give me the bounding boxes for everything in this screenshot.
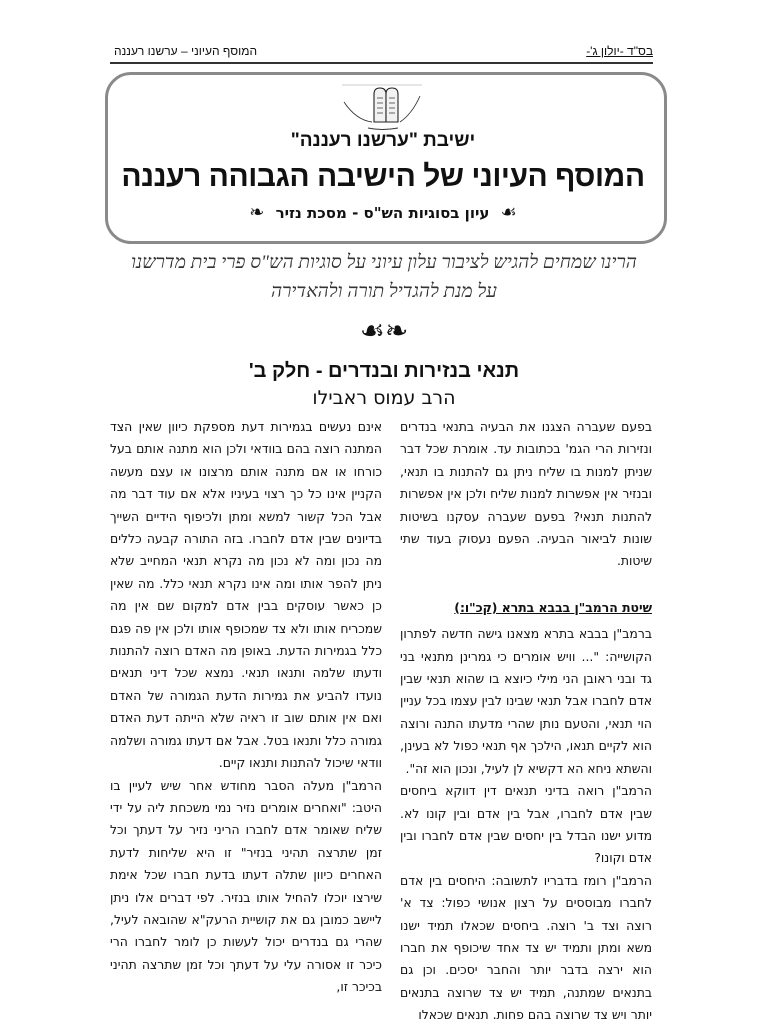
text-column-right <box>400 416 652 1027</box>
paragraph: הרמב"ן רואה בדיני תנאים דין דווקא ביחסים שבין אדם לחברו, אבל בין אדם ובין קונו לא. מדוע ישנו הבדל בין יחסים שבין אדם לחברו ובין אדם וקונו? <box>400 783 652 866</box>
subtitle-separator: - <box>352 204 359 222</box>
paragraph: בפעם שעברה הצגנו את הבעיה בתנאי בנדרים ונזירות הרי הגמ' בכתובות עד. אומרת שכל דבר שניתן למנות בו שליח ניתן גם להתנות בו תנאי, ובנזיר אין אפשרות למנות שליח ולכן אין אפשרות להתנות תנאי? בפעם שעברה עסקנו בשיטות שונות לביאור הבעיה. הפעם נעסוק בעוד שתי שיטות. <box>400 419 652 569</box>
fleuron-icon: ☙ <box>500 202 517 223</box>
text-column-left <box>110 416 382 999</box>
mission-line: הרינו שמחים להגיש לציבור עלון עיוני על סוגיות הש"ס פרי בית מדרשנו <box>131 252 637 273</box>
yeshiva-name: ישיבת "ערשנו רעננה" <box>290 130 476 151</box>
article-title: תנאי בנזירות ובנדרים - חלק ב' <box>248 360 520 382</box>
section-heading: שיטת הרמב"ן בבבא בתרא (קכ"ו:) <box>454 599 652 615</box>
article-author: הרב עמוס ראבילו <box>312 387 456 409</box>
running-header-date: בס"ד -יולון ג'- <box>586 44 653 58</box>
paragraph: הרמב"ן רומז בדבריו לתשובה: היחסים בין אדם לחברו מבוססים על רצון אנושי כפול: צד א' רוצה וצד ב' רוצה. ביחסים שכאלו תמיד ישנו משא ומתן ותמיד יש צד אחד שיכופף את חברו הוא ירצה בדבר יותר והחבר יסכים. וכן גם בתנאים שמתנה, תמיד יש צד שרוצה בתנאים יותר ויש צד שרוצה בהם פחות. תנאים שכאלו <box>400 872 652 1023</box>
running-header <box>110 42 653 64</box>
yeshiva-logo <box>340 84 424 132</box>
subtitle-tractate: מסכת נזיר <box>275 204 347 222</box>
page-title: המוסף העיוני של הישיבה הגבוהה רעננה <box>121 160 645 193</box>
mission-line: על מנת להגדיל תורה ולהאדירה <box>270 281 498 302</box>
ornament-glyph: ☙❧ <box>359 314 409 346</box>
paragraph: אינם נעשים בגמירות דעת מספקת כיוון שאין הצד המתנה רוצה בהם בוודאי ולכן הוא מתנה אותם בעל כורחו או אם מתנה אותם מרצונו או עצם מעשה הקניין אינו כל כך רצוי בעיניו אלא אם עוד דבר מה אבל הכל קשור למשא ומתן ולכיפוף הידיים השייך בדיונים שבין אדם לחברו. בזה התורה קבעה כללים מה נכון ומה לא נכון מה נקרא תנאי המחייב שלא ניתן להפר אותו ומה אינו נקרא תנאי כלל. מה שאין כן כאשר עוסקים בבין אדם למקום שם אין מה שמכריח אותו ולא צד שמכופף אותו ולכן אין פה פגם כלל בגמירות הדעת. באופן מה האדם רוצה להתנות ודעתו שלמה ותנאו תנאי. נמצא שכל דיני תנאים נועדו להביע את גמירות הדעת הגמורה של האדם ואם אין אותם שוב זו ראיה שלא הייתה דעת האדם גמורה כלל ותנאו בטל. אבל אם דעתו גמורה ושלמה וודאי שיכול להתנות ותנאו קיים. <box>110 419 382 771</box>
subtitle-topic: עיון בסוגיות הש"ס <box>363 204 490 222</box>
paragraph: ברמב"ן בבבא בתרא מצאנו גישה חדשה לפתרון הקושייה: "... וויש אומרים כי גמרינן מתנאי בני גד ובני ראובן הני מילי כיוצא בו שהוא תנאי שבין אדם לחברו אבל תנאי שבינו לבין עצמו בכל עניין הוי תנאי, והטעם נותן שהרי מדעתו התנה ורוצה הוא לקיים תנאו, הילכך אף תנאי כפול לא בעינן, והשתא ניחא הא דקשיא לן לעיל, ונכון הוא זה". <box>400 626 652 776</box>
tablets-icon <box>374 88 398 122</box>
masthead-subtitle <box>105 202 661 223</box>
paragraph: הרמב"ן מעלה הסבר מחודש אחר שיש לעיין בו היטב: "ואחרים אומרים נזיר נמי משכחת ליה על ידי שליח שאומר אדם לחברו הריני נזיר על דעתך וכל זמן שתרצה תהיני בנזיר" זו היא שליחות לדעת האחרים כיוון שתלה דעתו בדעת חברו שכל אימת שירצו יוכלו להחיל אותו בנזיר. לפי דברים אלו ניתן ליישב כמובן גם את קושיית הרעק"א שהובאה לעיל, שהרי גם בנדרים יכול לעשות כן לומר לחברו הרי כיכר זו אסורה עלי על דעתך וכל זמן שתרצה תהיני בכיכר זו, <box>110 777 382 995</box>
fleuron-icon: ❧ <box>249 202 265 223</box>
running-header-publication: המוסף העיוני – ערשנו רעננה <box>114 44 258 58</box>
mission-statement <box>120 248 648 306</box>
ornament-icon <box>334 314 434 346</box>
